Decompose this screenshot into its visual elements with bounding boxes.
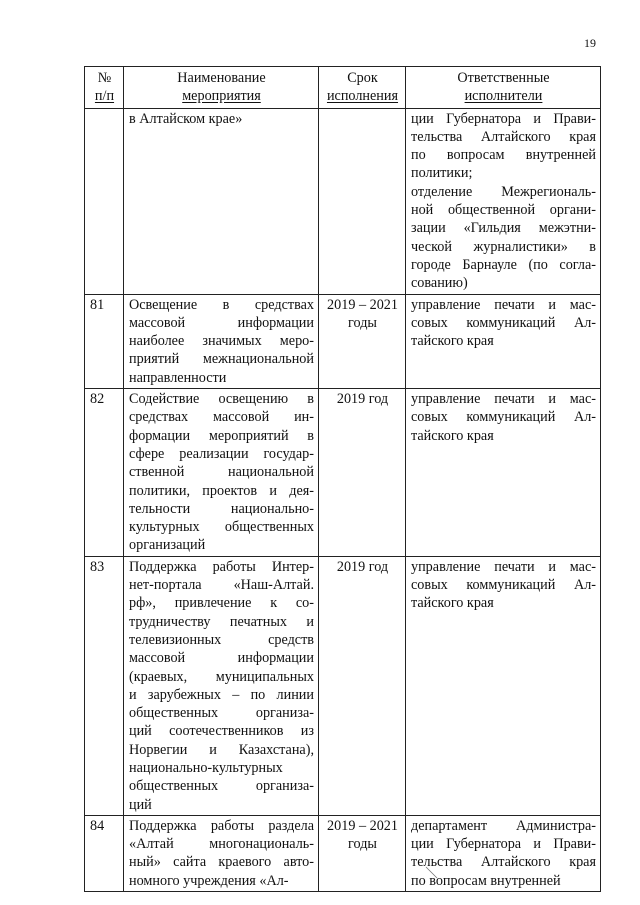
responsible-executors-line: управление печати и мас- bbox=[411, 296, 596, 313]
table-row bbox=[85, 108, 601, 294]
event-name-line: трудничеству печатных и bbox=[129, 613, 314, 630]
responsible-executors-line: по вопросам внутренней bbox=[411, 147, 596, 164]
execution-period-line: 2019 – 2021 bbox=[327, 296, 398, 313]
event-name-line: (краевых, муниципальных bbox=[129, 668, 314, 685]
event-name-line: средствах массовой ин- bbox=[129, 409, 314, 426]
event-name-line: приятий межнациональной bbox=[129, 351, 314, 368]
event-name-line: ственной национальной bbox=[129, 464, 314, 481]
table-row bbox=[85, 294, 601, 388]
event-name-line: Содействие освещению в bbox=[129, 391, 314, 408]
header-num: № п/п bbox=[85, 67, 124, 109]
event-name-line: общественных организа- bbox=[129, 705, 314, 722]
event-name-line: политики, проектов и дея- bbox=[129, 482, 314, 499]
event-name-line: рф», привлечение к со- bbox=[129, 595, 314, 612]
row-number: 81 bbox=[85, 294, 124, 388]
row-number: 82 bbox=[85, 389, 124, 557]
event-name bbox=[124, 389, 319, 557]
event-name-line: Норвегии и Казахстана), bbox=[129, 741, 314, 758]
header-responsible: Ответственные исполнители bbox=[406, 67, 601, 109]
event-name-line: ций bbox=[129, 796, 152, 813]
responsible-executors-line: управление печати и мас- bbox=[411, 558, 596, 575]
responsible-executors bbox=[406, 389, 601, 557]
execution-period bbox=[319, 389, 406, 557]
page-number: 19 bbox=[584, 36, 596, 50]
responsible-executors-line: городе Барнауле (по согла- bbox=[411, 256, 596, 273]
event-name-line: общественных организа- bbox=[129, 778, 314, 795]
event-name bbox=[124, 815, 319, 891]
event-name-line: Поддержка работы раздела bbox=[129, 817, 314, 834]
event-name-line: в Алтайском крае» bbox=[129, 110, 243, 127]
header-name: Наименование мероприятия bbox=[124, 67, 319, 109]
responsible-executors-line: зации «Гильдия межэтни- bbox=[411, 220, 596, 237]
event-name-line: сфере реализации государ- bbox=[129, 445, 314, 462]
event-name-line: наиболее значимых меро- bbox=[129, 333, 314, 350]
event-name-line: нет-портала «Наш-Алтай. bbox=[129, 577, 314, 594]
execution-period bbox=[319, 294, 406, 388]
responsible-executors bbox=[406, 108, 601, 294]
event-name-line: формации мероприятий в bbox=[129, 427, 314, 444]
responsible-executors bbox=[406, 815, 601, 891]
events-table bbox=[84, 66, 601, 892]
execution-period-line: 2019 – 2021 bbox=[327, 817, 398, 834]
execution-period-line: 2019 год bbox=[336, 558, 389, 575]
responsible-executors bbox=[406, 294, 601, 388]
event-name-line: культурных общественных bbox=[129, 519, 314, 536]
scan-artifact-mark bbox=[425, 866, 439, 880]
row-number bbox=[85, 108, 124, 294]
event-name bbox=[124, 108, 319, 294]
responsible-executors-line: сованию) bbox=[411, 275, 468, 292]
header-period: Срок исполнения bbox=[319, 67, 406, 109]
event-name bbox=[124, 556, 319, 815]
event-name-line: Поддержка работы Интер- bbox=[129, 558, 314, 575]
row-number: 84 bbox=[85, 815, 124, 891]
responsible-executors bbox=[406, 556, 601, 815]
event-name-line: организаций bbox=[129, 537, 206, 554]
responsible-executors-line: совых коммуникаций Ал- bbox=[411, 314, 596, 331]
event-name-line: телевизионных средств bbox=[129, 631, 314, 648]
table-row bbox=[85, 556, 601, 815]
event-name-line: направленности bbox=[129, 369, 227, 386]
responsible-executors-line: тайского края bbox=[411, 595, 494, 612]
responsible-executors-line: ции Губернатора и Прави- bbox=[411, 836, 596, 853]
row-number: 83 bbox=[85, 556, 124, 815]
responsible-executors-line: тайского края bbox=[411, 333, 494, 350]
responsible-executors-line: ческой журналистики» в bbox=[411, 238, 596, 255]
responsible-executors-line: совых коммуникаций Ал- bbox=[411, 577, 596, 594]
responsible-executors-line: отделение Межрегиональ- bbox=[411, 183, 596, 200]
table-row bbox=[85, 815, 601, 891]
responsible-executors-line: по вопросам внутренней bbox=[411, 872, 561, 889]
execution-period bbox=[319, 556, 406, 815]
execution-period-line: годы bbox=[348, 836, 377, 853]
event-name-line: массовой информации bbox=[129, 314, 314, 331]
table-body bbox=[85, 108, 601, 891]
event-name bbox=[124, 294, 319, 388]
event-name-line: массовой информации bbox=[129, 650, 314, 667]
responsible-executors-line: управление печати и мас- bbox=[411, 391, 596, 408]
event-name-line: и зарубежных – по линии bbox=[129, 686, 314, 703]
responsible-executors-line: политики; bbox=[411, 165, 473, 182]
execution-period bbox=[319, 815, 406, 891]
table-header bbox=[85, 67, 601, 109]
execution-period-line: 2019 год bbox=[336, 391, 389, 408]
event-name-line: ций соотечественников из bbox=[129, 723, 314, 740]
event-name-line: ный» сайта краевого авто- bbox=[129, 854, 314, 871]
table-row bbox=[85, 389, 601, 557]
event-name-line: Освещение в средствах bbox=[129, 296, 314, 313]
event-name-line: тельности национально- bbox=[129, 500, 314, 517]
event-name-line: номного учреждения «Ал- bbox=[129, 872, 289, 889]
responsible-executors-line: тайского края bbox=[411, 427, 494, 444]
responsible-executors-line: тельства Алтайского края bbox=[411, 854, 596, 871]
event-name-line: национально-культурных bbox=[129, 759, 283, 776]
event-name-line: «Алтай многонациональ- bbox=[129, 836, 314, 853]
responsible-executors-line: совых коммуникаций Ал- bbox=[411, 409, 596, 426]
responsible-executors-line: тельства Алтайского края bbox=[411, 128, 596, 145]
execution-period bbox=[319, 108, 406, 294]
responsible-executors-line: ной общественной органи- bbox=[411, 202, 596, 219]
responsible-executors-line: ции Губернатора и Прави- bbox=[411, 110, 596, 127]
execution-period-line: годы bbox=[348, 314, 377, 331]
responsible-executors-line: департамент Администра- bbox=[411, 817, 596, 834]
